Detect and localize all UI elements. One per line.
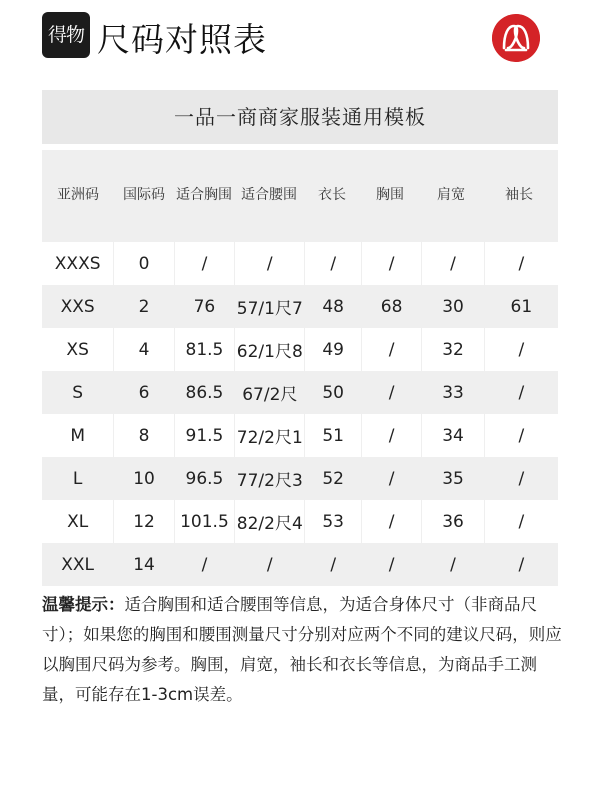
table-cell: / [485,500,558,543]
table-cell: 72/2尺1 [235,414,304,457]
size-note [42,590,562,710]
table-cell: 8 [114,414,173,457]
table-cell: / [362,500,421,543]
column-header: 适合腰围 [241,187,297,203]
column-header: 衣长 [318,187,346,203]
table-cell: / [422,242,483,285]
table-cell: / [485,328,558,371]
table-cell: / [235,543,304,586]
table-cell: 61 [485,285,558,328]
table-cell: 12 [114,500,173,543]
table-cell: 86.5 [175,371,234,414]
table-cell: 0 [114,242,173,285]
table-cell: 57/1尺7 [235,285,304,328]
table-cell: 101.5 [175,500,234,543]
table-row [42,457,558,500]
table-cell: / [305,543,360,586]
column-header: 适合胸围 [176,187,232,203]
table-cell: 51 [305,414,360,457]
column-header: 袖长 [505,187,533,203]
table-cell: 33 [422,371,483,414]
table-cell: 2 [114,285,173,328]
table-cell: 34 [422,414,483,457]
table-row [42,414,558,457]
table-cell: XXS [42,285,113,328]
table-row [42,543,558,586]
note-label: 温馨提示： [42,595,125,614]
table-cell: 50 [305,371,360,414]
column-header: 肩宽 [437,187,465,203]
table-cell: 49 [305,328,360,371]
size-table [42,150,558,586]
table-cell: / [235,242,304,285]
table-cell: 77/2尺3 [235,457,304,500]
table-cell: / [362,414,421,457]
table-cell: S [42,371,113,414]
table-row [42,371,558,414]
table-cell: / [485,457,558,500]
table-cell: 14 [114,543,173,586]
table-cell: 53 [305,500,360,543]
table-cell: / [485,371,558,414]
table-cell: 36 [422,500,483,543]
table-cell: / [362,242,421,285]
table-cell: 10 [114,457,173,500]
table-cell: XXXS [42,242,113,285]
lululemon-logo-icon [492,14,540,62]
table-cell: / [485,242,558,285]
table-cell: 81.5 [175,328,234,371]
table-cell: 91.5 [175,414,234,457]
app-logo: 得物 [42,12,90,58]
table-cell: 62/1尺8 [235,328,304,371]
table-cell: 6 [114,371,173,414]
table-cell: / [362,543,421,586]
table-cell: 30 [422,285,483,328]
table-cell: XXL [42,543,113,586]
table-cell: 35 [422,457,483,500]
table-cell: 68 [362,285,421,328]
note-text: 适合胸围和适合腰围等信息，为适合身体尺寸（非商品尺寸）；如果您的胸围和腰围测量尺寸分别对应两个不同的建议尺码，则应以胸围尺码为参考。胸围，肩宽，袖长和衣长等信息，为商品手工测量，可能存在1-3cm误差。 [42,595,562,704]
column-header: 胸围 [376,187,404,203]
table-cell: 4 [114,328,173,371]
table-row [42,285,558,328]
table-cell: XS [42,328,113,371]
template-banner: 一品一商商家服装通用模板 [42,90,558,144]
table-body [42,240,558,586]
table-cell: 96.5 [175,457,234,500]
table-cell: 52 [305,457,360,500]
table-cell: / [362,328,421,371]
table-cell: / [362,371,421,414]
page-title: 尺码对照表 [97,20,267,59]
table-header [42,150,558,240]
table-cell: 48 [305,285,360,328]
table-cell: 67/2尺 [235,371,304,414]
table-cell: / [485,414,558,457]
table-row [42,328,558,371]
table-cell: L [42,457,113,500]
table-cell: XL [42,500,113,543]
table-cell: M [42,414,113,457]
table-row [42,500,558,543]
table-cell: / [305,242,360,285]
table-row [42,242,558,285]
table-cell: / [362,457,421,500]
table-cell: 32 [422,328,483,371]
table-cell: 76 [175,285,234,328]
column-header: 国际码 [123,187,165,203]
table-cell: / [422,543,483,586]
table-cell: / [175,543,234,586]
table-cell: / [175,242,234,285]
table-cell: 82/2尺4 [235,500,304,543]
column-header: 亚洲码 [57,187,99,203]
header [0,0,600,80]
table-cell: / [485,543,558,586]
